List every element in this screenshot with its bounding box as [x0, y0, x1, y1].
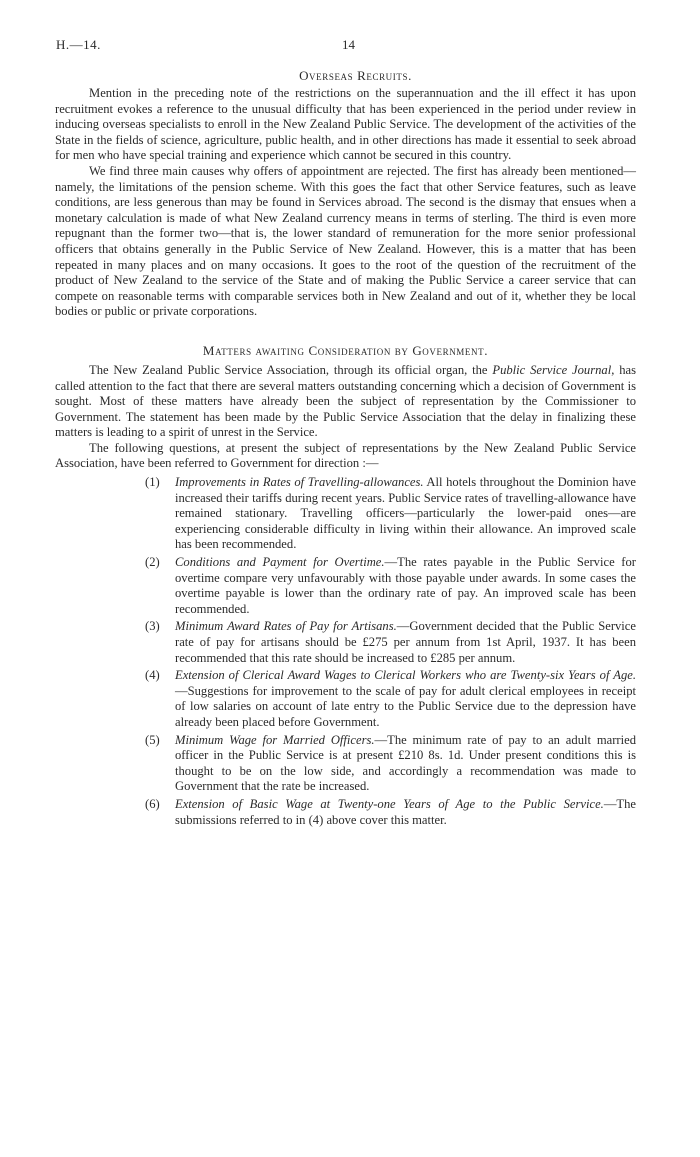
paragraph-following-questions: The following questions, at present the subject of representations by the New Zealand Public Service Association, have been referred to Government for direction :—	[55, 440, 636, 471]
document-reference: H.—14.	[56, 37, 101, 52]
item-title: Conditions and Payment for Overtime.	[175, 555, 385, 570]
questions-list	[55, 475, 636, 828]
item-number: (4)	[145, 668, 160, 683]
item-number: (5)	[145, 732, 160, 747]
item-number: (3)	[145, 619, 160, 634]
list-item	[145, 732, 636, 795]
section-heading-matters-awaiting: Matters awaiting Consideration by Government.	[202, 342, 489, 358]
list-item	[145, 796, 636, 828]
list-item	[145, 555, 636, 617]
paragraph-overseas-1: Mention in the preceding note of the restrictions on the superannuation and the ill effect it has upon recruitment evokes a reference to the unusual difficulty that has been experienced in the period under review in inducing overseas specialists to enroll in the New Zealand Public Service. The development of the activities of the State in the fields of science, agriculture, public health, and in other directions has made it essential to seek abroad for men who have special training and experience which cannot be secured in this country.	[55, 86, 636, 163]
item-text: —Government decided that the Public Service rate of pay for artisans should be £275 per annum from 1st April, 1937. It has been recommended that this rate should be increased to £285 per annum.	[175, 619, 636, 665]
list-item	[145, 475, 636, 553]
item-title: Minimum Wage for Married Officers.	[175, 732, 375, 747]
item-number: (2)	[145, 555, 160, 570]
paragraph-overseas-2: We find three main causes why offers of appointment are rejected. The first has already been mentioned—namely, the limitations of the pension scheme. With this goes the fact that other Service features, such as leave conditions, are less generous than may be found in Services abroad. The second is the dismay that ensues when a monetary calculation is made of what New Zealand currency means in terms of sterling. The third is even more repugnant than the former two—that is, the lower standard of remuneration for the more senior professional officers that obtains generally in the Public Service of New Zealand. However, this is a matter that has been repeated in many places and on many occasions. It goes to the root of the question of the recruitment of the product of New Zealand to the service of the State and of making the Public Service a career service that can compete on reasonable terms with comparable services both in New Zealand and out of it, whether they be local bodies or public or private corporations.	[55, 163, 636, 319]
section-heading-overseas-recruits: Overseas Recruits.	[299, 68, 412, 83]
journal-title: Public Service Journal	[492, 362, 612, 377]
item-number: (6)	[145, 796, 160, 811]
page-header	[56, 37, 636, 53]
item-number: (1)	[145, 475, 160, 490]
paragraph-text-start: The New Zealand Public Service Association, through its official organ, the	[89, 362, 493, 377]
item-text: —Suggestions for improvement to the scale of pay for adult clerical employees in receipt of low salaries on account of late entry to the Public Service due to the depression have already been placed before Government.	[175, 683, 636, 729]
paragraph-association-statement	[55, 363, 636, 441]
page-number: 14	[342, 37, 355, 52]
item-title: Minimum Award Rates of Pay for Artisans.	[175, 619, 397, 634]
item-text: —The minimum rate of pay to an adult married officer in the Public Service is at present £210 8s. 1d. Under present conditions this is thought to be on the low side, and accordingly a recommendation was made to Government that the rate be increased.	[175, 732, 636, 794]
item-title: Extension of Clerical Award Wages to Clerical Workers who are Twenty-six Years of Age.	[175, 668, 636, 683]
document-body	[55, 68, 636, 830]
list-item	[145, 619, 636, 666]
item-text: All hotels throughout the Dominion have increased their tariffs during recent years. Public Service rates of travelling-allowance have remained stationary. Travelling officers—particularly the lower-paid ones—are experiencing considerable difficulty in living within their allowance. An improved scale has been recommended.	[175, 475, 636, 552]
item-text: —The rates payable in the Public Service for overtime compare very unfavourably with those payable under awards. In some cases the overtime payable is lower than the ordinary rate of pay. An improved scale has been recommended.	[175, 555, 636, 616]
paragraph-text-end: , has called attention to the fact that there are several matters outstanding concerning which a decision of Government is sought. Most of these matters have already been the subject of representation by the Commissioner to Government. The statement has been made by the Public Service Association that the delay in finalizing these matters is leading to a spirit of unrest in the Service.	[55, 362, 636, 440]
item-text: —The submissions referred to in (4) above cover this matter.	[175, 796, 636, 827]
item-title: Improvements in Rates of Travelling-allowances.	[175, 475, 424, 490]
list-item	[145, 668, 636, 730]
item-title: Extension of Basic Wage at Twenty-one Years of Age to the Public Service.	[175, 796, 604, 811]
